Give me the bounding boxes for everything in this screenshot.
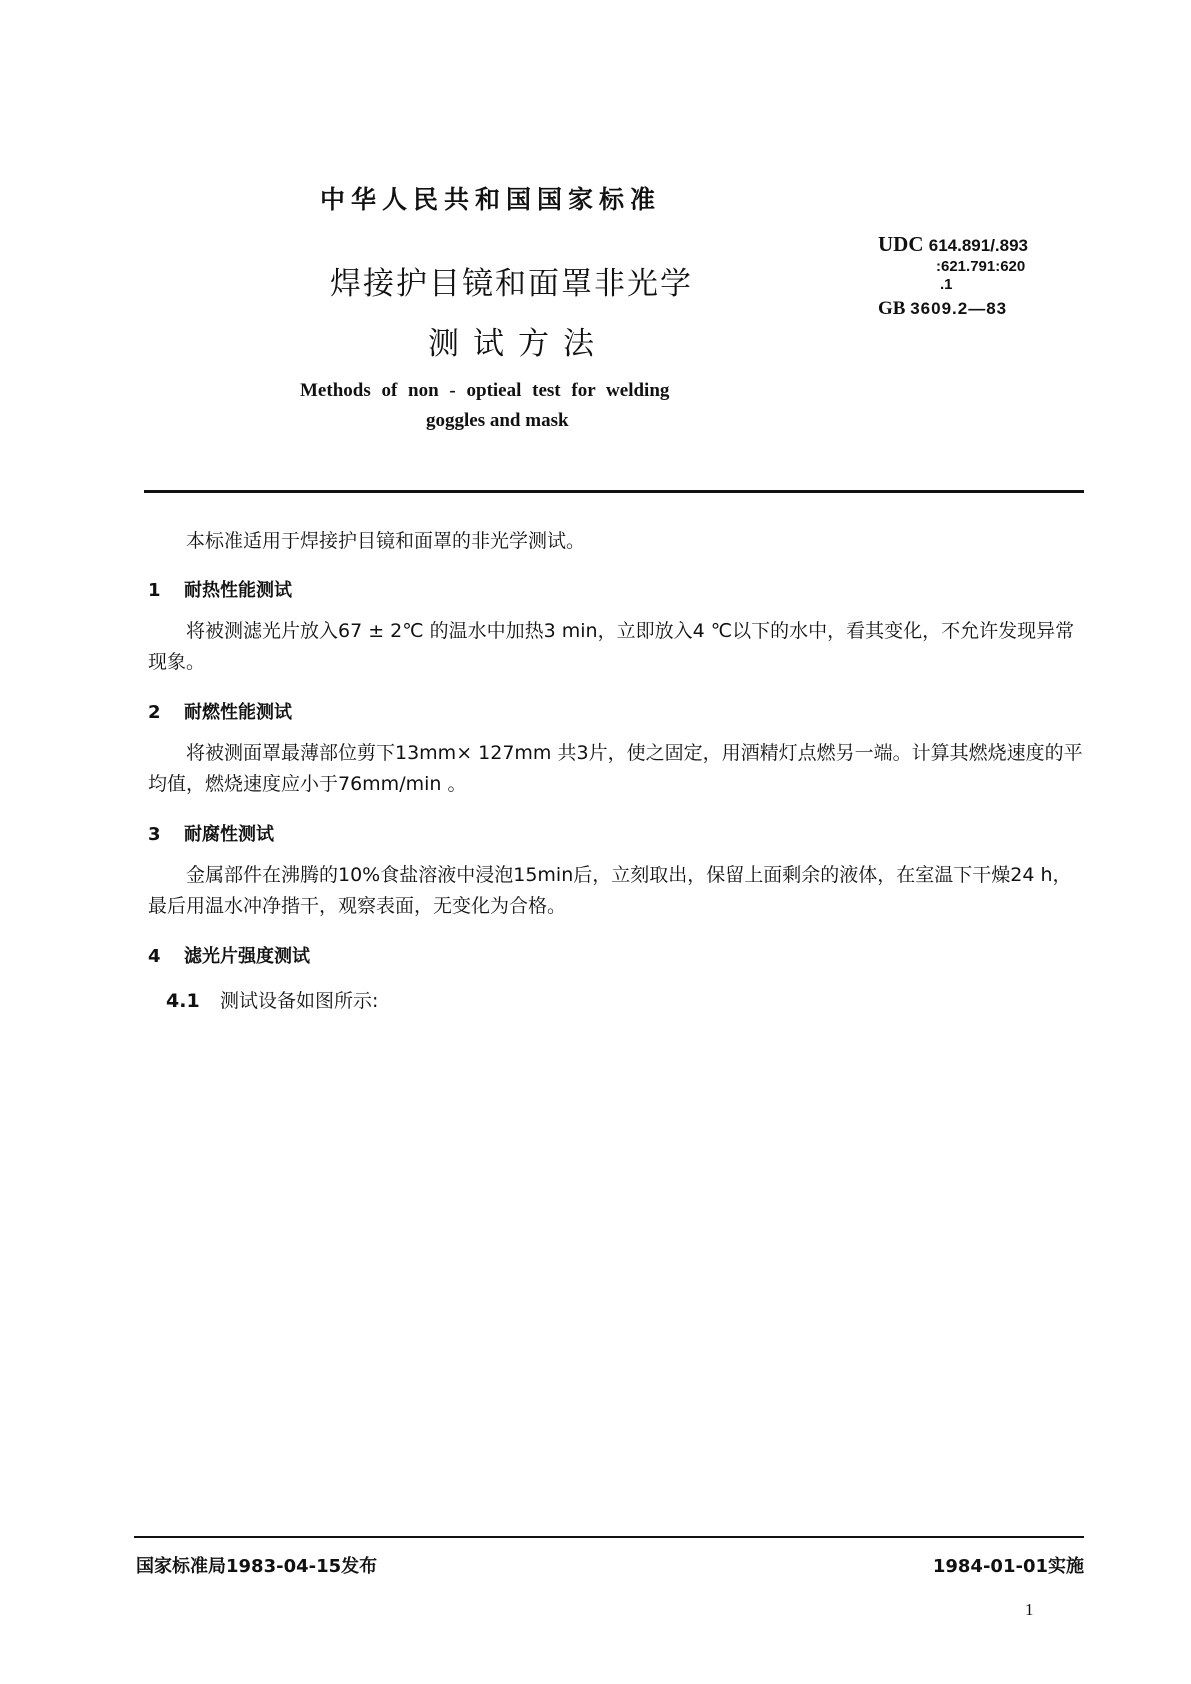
title-cn-line1: 焊接护目镜和面罩非光学 bbox=[330, 266, 693, 302]
gb-number: 3609.2—83 bbox=[910, 299, 1008, 318]
udc-code-1: 614.891/.893 bbox=[928, 236, 1029, 255]
section-4-heading bbox=[148, 942, 310, 968]
title-en-line1: Methods of non - optieal test for welding bbox=[300, 380, 670, 401]
section-number: 1 bbox=[148, 580, 161, 601]
title-cn-line2: 测试方法 bbox=[428, 326, 608, 362]
section-number: 3 bbox=[148, 824, 161, 845]
effective-date: 1984-01-01实施 bbox=[932, 1556, 1084, 1577]
header-divider bbox=[144, 490, 1084, 493]
subsection-4-1 bbox=[166, 986, 378, 1013]
gb-label: GB bbox=[878, 298, 906, 319]
section-number: 2 bbox=[148, 702, 161, 723]
udc-code-3: .1 bbox=[940, 276, 953, 293]
issue-date: 国家标准局1983-04-15发布 bbox=[136, 1556, 378, 1577]
title-en-line2: goggles and mask bbox=[426, 410, 569, 431]
section-2-text: 将被测面罩最薄部位剪下13mm× 127mm 共3片，使之固定，用酒精灯点燃另一端。计算其燃烧速度的平均值，燃烧速度应小于76mm/min 。 bbox=[148, 742, 1083, 795]
intro-text: 本标准适用于焊接护目镜和面罩的非光学测试。 bbox=[186, 530, 586, 552]
section-title: 耐腐性测试 bbox=[184, 824, 274, 845]
section-title: 滤光片强度测试 bbox=[184, 946, 310, 967]
udc-line1 bbox=[878, 232, 1028, 257]
section-3-text: 金属部件在沸腾的10%食盐溶液中浸泡15min后，立刻取出，保留上面剩余的液体，在室温下干燥24 h，最后用温水冲净揩干，观察表面，无变化为合格。 bbox=[148, 864, 1072, 917]
page-number: 1 bbox=[1025, 1600, 1034, 1619]
section-number: 4 bbox=[148, 946, 161, 967]
gb-number-line bbox=[878, 298, 1007, 320]
udc-code-2: :621.791:620 bbox=[936, 258, 1026, 275]
section-title: 耐热性能测试 bbox=[184, 580, 292, 601]
footer-divider bbox=[134, 1536, 1084, 1538]
section-1-text: 将被测滤光片放入67 ± 2℃ 的温水中加热3 min，立即放入4 ℃以下的水中，看其变化，不允许发现异常现象。 bbox=[148, 620, 1075, 673]
section-2-heading bbox=[148, 698, 292, 724]
section-3-heading bbox=[148, 820, 274, 846]
national-standard-heading: 中华人民共和国国家标准 bbox=[320, 185, 662, 214]
udc-label: UDC bbox=[878, 232, 924, 256]
subsection-number: 4.1 bbox=[166, 990, 200, 1012]
subsection-text: 测试设备如图所示: bbox=[220, 990, 379, 1012]
section-title: 耐燃性能测试 bbox=[184, 702, 292, 723]
section-1-heading bbox=[148, 576, 292, 602]
